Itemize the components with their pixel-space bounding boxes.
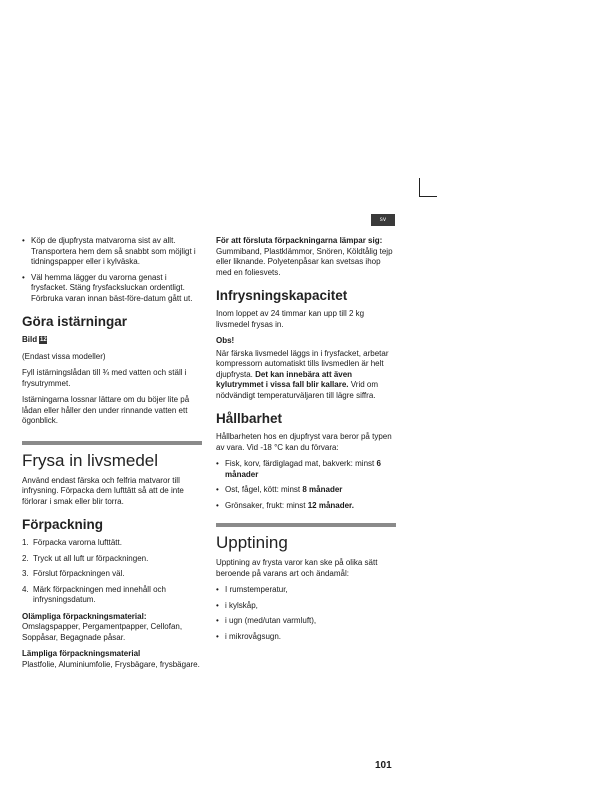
step-item: 2. Tryck ut all luft ur förpackningen. [22, 553, 149, 563]
thawing-methods-list [216, 585, 396, 642]
step-item: 3. Förslut förpackningen väl. [22, 569, 125, 578]
figure-number-badge: 12 [40, 336, 47, 343]
step-item: 1. Förpacka varorna lufttätt. [22, 538, 122, 547]
capacity-heading: Infrysningskapacitet [216, 288, 348, 303]
ice-paragraph-1: Fyll istärningslådan till ¾ med vatten och ställ i frysutrymmet. [22, 368, 187, 388]
figure-reference [22, 335, 202, 346]
list-item: • Ost, fågel, kött: minst 8 månader [216, 485, 396, 496]
packaging-steps [22, 538, 202, 606]
note-label: Obs! [216, 336, 235, 345]
right-column [216, 236, 396, 648]
list-item: • Väl hemma lägger du varorna genast i frysfacket. Stäng frysfacksluckan ordentligt. Förbruka varan innan bäst-före-datum gått ut. [22, 273, 202, 305]
step-item: 4. Märk förpackningen med innehåll och infrysningsdatum. [22, 584, 166, 604]
list-item: • Köp de djupfrysta matvarorna sist av allt. Transportera hem dem så snabbt som möjligt i tidningspapper eller i kylväska. [22, 236, 202, 268]
freezing-paragraph: Använd endast färska och felfria matvaror till infrysning. Förpacka dem lufttätt så att de inte förlorar i smak eller blir torra. [22, 475, 184, 506]
figure-label: Bild [22, 335, 38, 344]
list-item: • I rumstemperatur, [216, 585, 396, 596]
section-divider-bar [216, 523, 396, 527]
packaging-heading: Förpackning [22, 517, 104, 532]
left-column [22, 236, 202, 676]
shelf-life-paragraph: Hållbarheten hos en djupfryst vara beror på typen av vara. Vid -18 °C kan du förvara: [216, 432, 392, 452]
language-tab: sv [371, 214, 395, 226]
closing-title: För att försluta förpackningarna lämpar sig: [216, 236, 383, 245]
ice-paragraph-2: Istärningarna lossnar lättare om du böjer lite på lådan eller håller den under rinnande vatten ett ögonblick. [22, 395, 190, 425]
thawing-heading: Upptining [216, 533, 288, 552]
shopping-tips-list [22, 236, 202, 304]
shelf-life-heading: Hållbarhet [216, 411, 283, 426]
section-divider-bar [22, 441, 202, 445]
capacity-paragraph: Inom loppet av 24 timmar kan upp till 2 kg livsmedel frysas in. [216, 309, 365, 329]
crop-corner-mark [419, 178, 437, 197]
models-note: (Endast vissa modeller) [22, 351, 106, 361]
shelf-life-list [216, 459, 396, 511]
unsuitable-materials-title: Olämpliga förpackningsmaterial: [22, 611, 147, 621]
list-item: • Grönsaker, frukt: minst 12 månader. [216, 501, 396, 512]
list-item: • i kylskåp, [216, 601, 396, 612]
ice-cubes-heading: Göra istärningar [22, 314, 128, 329]
note-paragraph: När färska livsmedel läggs in i frysfacket, arbetar kompressorn automatiskt tills livsmedlen är helt djupfrysta. Det kan innebära att även kylutrymmet i vissa fall blir kallare. Vrid om nödvändigt temperaturväljaren till lägre siffra. [216, 348, 389, 400]
suitable-materials-text: Plastfolie, Aluminiumfolie, Frysbägare, frysbägare. [22, 659, 200, 669]
freezing-heading: Frysa in livsmedel [22, 450, 159, 470]
closing-text: Gummiband, Plastklämmor, Snören, Köldtålig tejp eller liknande. Polyetenpåsar kan svetsas ihop med en foliesvets. [216, 246, 393, 277]
unsuitable-materials-text: Omslagspapper, Pergamentpapper, Cellofan, Soppåsar, Begagnade påsar. [22, 622, 183, 642]
suitable-materials-title: Lämpliga förpackningsmaterial [22, 649, 141, 658]
list-item: • i ugn (med/utan varmluft), [216, 616, 396, 627]
thawing-paragraph: Upptining av frysta varor kan ske på olika sätt beroende på varans art och ändamål: [216, 558, 378, 578]
list-item: • i mikrovågsugn. [216, 632, 396, 643]
page-number: 101 [375, 760, 392, 771]
list-item: • Fisk, korv, färdiglagad mat, bakverk: minst 6 månader [216, 459, 396, 480]
